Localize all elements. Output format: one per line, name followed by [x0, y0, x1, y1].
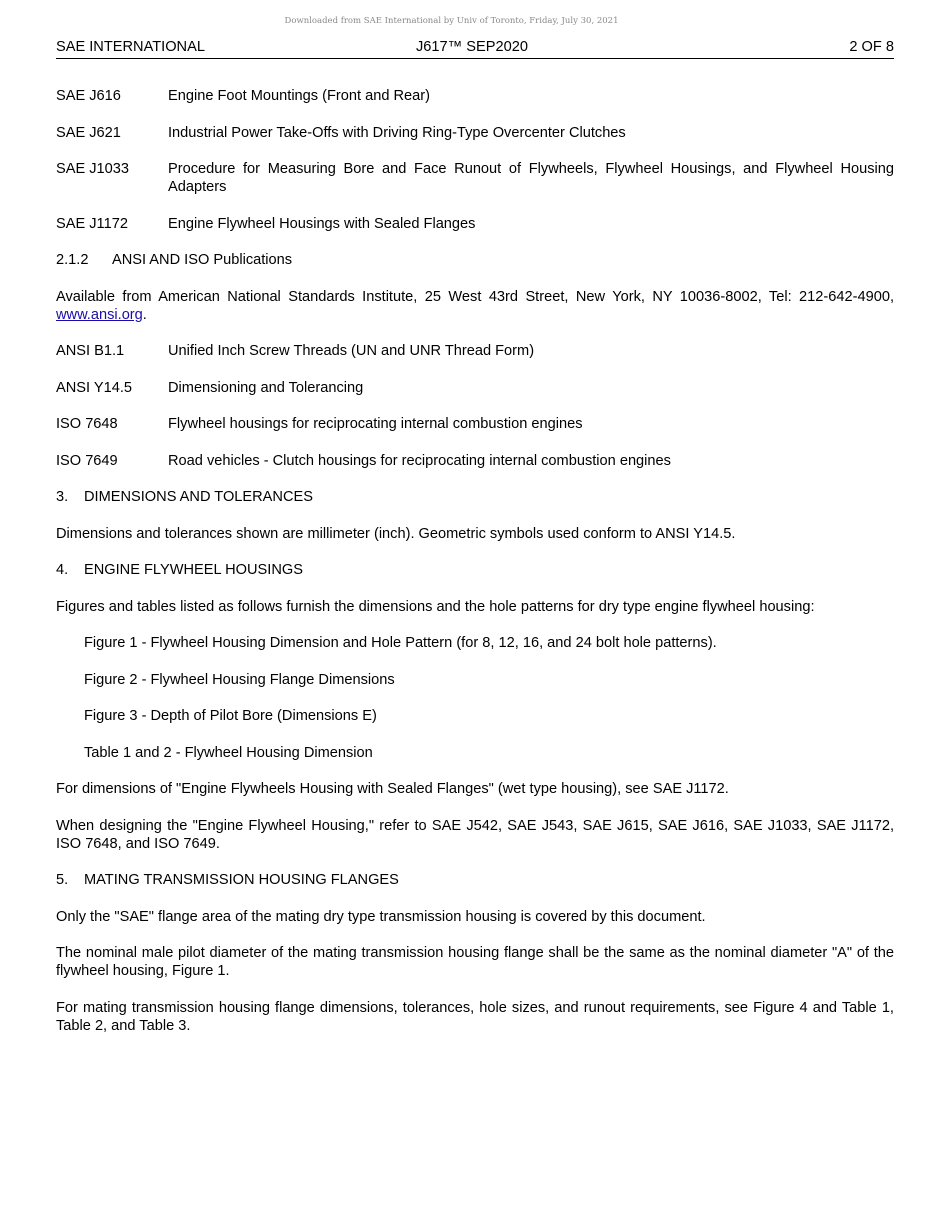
document-body: [56, 87, 894, 1053]
section-title: DIMENSIONS AND TOLERANCES: [84, 489, 313, 505]
reference-code: SAE J616: [56, 88, 121, 104]
header-org: SAE INTERNATIONAL: [56, 39, 205, 55]
header-doc-id: J617™ SEP2020: [416, 39, 528, 55]
ansi-availability-paragraph: [56, 288, 894, 324]
reference-entry: [56, 342, 894, 360]
section-4-intro: Figures and tables listed as follows furnish the dimensions and the hole patterns for dry type engine flywheel housing:: [56, 598, 815, 615]
section-heading-4: [56, 561, 894, 579]
reference-code: ISO 7649: [56, 452, 118, 469]
availability-end: .: [142, 306, 147, 323]
reference-code: ANSI Y14.5: [56, 379, 132, 396]
reference-title: Engine Foot Mountings (Front and Rear): [168, 88, 431, 104]
reference-code: SAE J1033: [56, 161, 130, 177]
figure-list-item: Figure 2 - Flywheel Housing Flange Dimensions: [84, 671, 395, 688]
reference-code: SAE J621: [56, 124, 121, 141]
reference-entry: [56, 415, 894, 433]
reference-entry: [56, 379, 894, 397]
figure-list-item: Table 1 and 2 - Flywheel Housing Dimension: [84, 744, 373, 761]
reference-entry: [56, 124, 894, 142]
section-heading-3: [56, 488, 894, 506]
reference-title: Road vehicles - Clutch housings for reciprocating internal combustion engines: [168, 452, 671, 469]
subsection-number: 2.1.2: [56, 252, 89, 268]
reference-code: ISO 7648: [56, 416, 118, 432]
reference-code: SAE J1172: [56, 215, 128, 232]
section-title: ENGINE FLYWHEEL HOUSINGS: [84, 562, 303, 578]
section-number: 3.: [56, 489, 69, 505]
availability-text: Available from American National Standards Institute, 25 West 43rd Street, New York, NY 10036-8002, Tel: 212-642-4900,: [56, 288, 894, 305]
reference-entry: [56, 452, 894, 470]
section-heading-5: [56, 871, 894, 889]
section-number: 5.: [56, 872, 69, 888]
reference-entry: [56, 215, 894, 233]
reference-title: Industrial Power Take-Offs with Driving Ring-Type Overcenter Clutches: [168, 124, 626, 141]
reference-entry: [56, 87, 894, 105]
section-5-paragraph: For mating transmission housing flange dimensions, tolerances, hole sizes, and runout requirements, see Figure 4 and Table 1, Table 2, and Table 3.: [56, 999, 894, 1034]
section-title: MATING TRANSMISSION HOUSING FLANGES: [84, 872, 399, 888]
figure-list-item: Figure 1 - Flywheel Housing Dimension and Hole Pattern (for 8, 12, 16, and 24 bolt hole patterns).: [84, 635, 717, 651]
reference-code: ANSI B1.1: [56, 343, 125, 359]
ansi-website-link[interactable]: www.ansi.org: [56, 306, 143, 323]
section-4-paragraph: When designing the "Engine Flywheel Housing," refer to SAE J542, SAE J543, SAE J615, SAE J616, SAE J1033, SAE J1172, ISO 7648, and ISO 7649.: [56, 817, 894, 852]
figure-list-item: Figure 3 - Depth of Pilot Bore (Dimensions E): [84, 708, 377, 724]
subsection-title: ANSI AND ISO Publications: [112, 252, 293, 268]
download-watermark: Downloaded from SAE International by Univ of Toronto, Friday, July 30, 2021: [284, 16, 619, 26]
reference-title: Engine Flywheel Housings with Sealed Flanges: [168, 215, 476, 232]
section-5-paragraph: Only the "SAE" flange area of the mating dry type transmission housing is covered by this document.: [56, 908, 706, 925]
reference-title: Unified Inch Screw Threads (UN and UNR Thread Form): [168, 343, 535, 359]
reference-title: Procedure for Measuring Bore and Face Runout of Flywheels, Flywheel Housings, and Flywheel Housing Adapters: [168, 161, 894, 195]
section-3-paragraph: Dimensions and tolerances shown are millimeter (inch). Geometric symbols used conform to ANSI Y14.5.: [56, 525, 736, 542]
reference-title: Flywheel housings for reciprocating internal combustion engines: [168, 416, 583, 432]
page-header: [56, 38, 894, 59]
section-5-paragraph: The nominal male pilot diameter of the mating transmission housing flange shall be the same as the nominal diameter "A" of the flywheel housing, Figure 1.: [56, 945, 894, 979]
reference-title: Dimensioning and Tolerancing: [168, 379, 364, 396]
subsection-heading-2-1-2: [56, 251, 894, 269]
reference-entry: [56, 160, 894, 196]
section-4-paragraph: For dimensions of "Engine Flywheels Housing with Sealed Flanges" (wet type housing), see SAE J1172.: [56, 781, 729, 797]
header-page-number: 2 OF 8: [849, 39, 894, 55]
section-number: 4.: [56, 562, 69, 578]
